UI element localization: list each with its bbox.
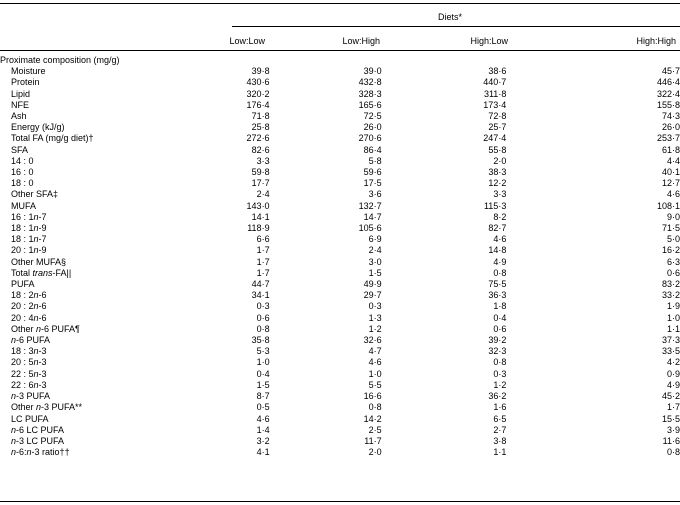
cell-value: 3·2 [256,435,270,446]
row-label: 22 : 6n-3 [11,379,47,390]
cell-value: 82·7 [488,223,507,234]
cell-value: 12·2 [488,178,507,189]
cell-value: 40·1 [661,167,680,178]
cell-value: 17·5 [363,178,382,189]
row-label: n-6:n-3 ratio†† [11,447,70,458]
cell-value: 2·5 [368,424,382,435]
cell-value: 12·7 [661,178,680,189]
row-label: Lipid [11,88,31,99]
table-row [0,402,680,413]
cell-value: 1·4 [256,424,270,435]
cell-value: 14·2 [363,413,382,424]
cell-value: 1·2 [368,323,382,334]
row-label: 20 : 4n-6 [11,312,47,323]
cell-value: 49·9 [363,279,382,290]
cell-value: 440·7 [483,77,507,88]
cell-value: 35·8 [251,335,270,346]
cell-value: 3·0 [368,256,382,267]
cell-value: 17·7 [251,178,270,189]
row-label: 20 : 2n-6 [11,301,47,312]
row-label: 18 : 0 [11,178,34,189]
cell-value: 0·8 [368,402,382,413]
table-row [0,133,680,144]
cell-value: 173·4 [483,99,507,110]
cell-value: 0·8 [666,447,680,458]
row-label: PUFA [11,279,35,290]
cell-value: 5·0 [666,234,680,245]
cell-value: 2·4 [368,245,382,256]
row-label: NFE [11,99,29,110]
cell-value: 4·1 [256,447,270,458]
cell-value: 105·6 [358,223,382,234]
cell-value: 82·6 [251,144,270,155]
table-row [0,145,680,156]
cell-value: 6·9 [368,234,382,245]
cell-value: 5·8 [368,155,382,166]
column-header-low-low: Low:Low [229,36,265,46]
cell-value: 4·7 [368,346,382,357]
cell-value: 0·8 [493,357,507,368]
cell-value: 29·7 [363,290,382,301]
cell-value: 55·8 [488,144,507,155]
table-row [0,436,680,447]
cell-value: 0·6 [493,323,507,334]
row-label: LC PUFA [11,413,49,424]
cell-value: 132·7 [358,200,382,211]
cell-value: 59·8 [251,167,270,178]
cell-value: 72·8 [488,111,507,122]
cell-value: 0·3 [368,301,382,312]
row-label: Ash [11,111,27,122]
cell-value: 253·7 [656,133,680,144]
cell-value: 430·6 [246,77,270,88]
cell-value: 4·4 [666,155,680,166]
cell-value: 272·6 [246,133,270,144]
cell-value: 38·3 [488,167,507,178]
cell-value: 33·2 [661,290,680,301]
table-row [0,425,680,436]
diets-rule [232,26,680,27]
cell-value: 1·0 [666,312,680,323]
cell-value: 37·3 [661,335,680,346]
cell-value: 0·3 [493,368,507,379]
diets-group-header: Diets* [437,12,462,22]
row-label: 16 : 0 [11,167,34,178]
cell-value: 4·6 [256,413,270,424]
column-header-high-low: High:Low [470,36,508,46]
table-row [0,89,680,100]
composition-table [0,55,680,458]
cell-value: 9·0 [666,211,680,222]
row-label: Protein [11,77,40,88]
cell-value: 3·6 [368,189,382,200]
cell-value: 4·2 [666,357,680,368]
header-rule [0,50,680,51]
cell-value: 2·7 [493,424,507,435]
cell-value: 14·7 [363,211,382,222]
cell-value: 270·6 [358,133,382,144]
table-row [0,324,680,335]
cell-value: 36·3 [488,290,507,301]
cell-value: 5·5 [368,379,382,390]
cell-value: 1·5 [368,267,382,278]
table-row [0,279,680,290]
cell-value: 2·0 [368,447,382,458]
table-row [0,212,680,223]
table-row [0,268,680,279]
cell-value: 83·2 [661,279,680,290]
cell-value: 75·5 [488,279,507,290]
table-row [0,346,680,357]
cell-value: 4·6 [493,234,507,245]
cell-value: 16·6 [363,391,382,402]
row-label: Energy (kJ/g) [11,122,65,133]
cell-value: 32·6 [363,335,382,346]
cell-value: 0·5 [256,402,270,413]
cell-value: 16·2 [661,245,680,256]
cell-value: 8·2 [493,211,507,222]
cell-value: 3·3 [256,155,270,166]
column-header-low-high: Low:High [342,36,380,46]
row-label: 18 : 1n-7 [11,234,47,245]
cell-value: 165·6 [358,99,382,110]
cell-value: 247·4 [483,133,507,144]
cell-value: 1·5 [256,379,270,390]
cell-value: 4·6 [368,357,382,368]
row-label: SFA [11,144,29,155]
table-row [0,77,680,88]
cell-value: 61·8 [661,144,680,155]
cell-value: 4·9 [493,256,507,267]
row-label: 16 : 1n-7 [11,211,47,222]
cell-value: 143·0 [246,200,270,211]
cell-value: 39·8 [251,66,270,77]
cell-value: 1·2 [493,379,507,390]
cell-value: 1·7 [256,245,270,256]
cell-value: 15·5 [661,413,680,424]
table-row [0,111,680,122]
cell-value: 118·9 [247,223,270,234]
row-label: Other n-3 PUFA** [11,402,83,413]
cell-value: 6·6 [256,234,270,245]
table-row [0,290,680,301]
cell-value: 72·5 [363,111,382,122]
cell-value: 322·4 [656,88,680,99]
table-row [0,245,680,256]
cell-value: 1·7 [256,267,270,278]
bottom-rule [0,501,680,502]
table-row [0,369,680,380]
cell-value: 3·8 [493,435,507,446]
cell-value: 0·8 [256,323,270,334]
table-row [0,234,680,245]
row-label: 22 : 5n-3 [11,368,47,379]
cell-value: 328·3 [358,88,382,99]
cell-value: 0·8 [493,267,507,278]
cell-value: 1·9 [666,301,680,312]
table-row [0,122,680,133]
table-row [0,335,680,346]
cell-value: 74·3 [661,111,680,122]
cell-value: 39·0 [363,66,382,77]
column-header-high-high: High:High [636,36,676,46]
cell-value: 5·3 [256,346,270,357]
cell-value: 86·4 [363,144,382,155]
cell-value: 1·7 [666,402,680,413]
row-label: 18 : 1n-9 [11,223,47,234]
cell-value: 38·6 [488,66,507,77]
cell-value: 8·7 [256,391,270,402]
table-row [0,301,680,312]
row-label: Total FA (mg/g diet)† [11,133,94,144]
row-label: 18 : 2n-6 [11,290,47,301]
cell-value: 0·6 [256,312,270,323]
row-label: n-3 LC PUFA [11,435,65,446]
cell-value: 4·9 [666,379,680,390]
cell-value: 1·8 [493,301,507,312]
cell-value: 176·4 [246,99,270,110]
cell-value: 36·2 [488,391,507,402]
cell-value: 0·9 [666,368,680,379]
cell-value: 33·5 [661,346,680,357]
cell-value: 1·1 [666,323,680,334]
cell-value: 446·4 [656,77,680,88]
cell-value: 0·6 [666,267,680,278]
cell-value: 32·3 [488,346,507,357]
cell-value: 14·1 [251,211,270,222]
cell-value: 45·2 [661,391,680,402]
table-row [0,257,680,268]
cell-value: 0·4 [256,368,270,379]
cell-value: 14·8 [488,245,507,256]
table-row [0,380,680,391]
row-label: n-6 LC PUFA [11,424,65,435]
table-row [0,201,680,212]
cell-value: 71·8 [251,111,270,122]
cell-value: 3·3 [493,189,507,200]
cell-value: 1·0 [368,368,382,379]
cell-value: 71·5 [661,223,680,234]
row-label: Other MUFA§ [11,256,67,267]
row-label: n-3 PUFA [11,391,51,402]
cell-value: 26·0 [363,122,382,133]
table-row [0,189,680,200]
table-row [0,357,680,368]
cell-value: 11·6 [662,435,680,446]
cell-value: 108·1 [656,200,680,211]
row-label: 14 : 0 [11,155,34,166]
row-label: 20 : 1n-9 [11,245,47,256]
section-title: Proximate composition (mg/g) [0,55,120,65]
top-rule [0,3,680,4]
cell-value: 1·6 [493,402,507,413]
table-row [0,178,680,189]
cell-value: 26·0 [661,122,680,133]
row-label: Moisture [11,66,46,77]
cell-value: 155·8 [656,99,680,110]
row-label: Total trans-FA|| [11,267,72,278]
cell-value: 1·7 [256,256,270,267]
table-row [0,313,680,324]
cell-value: 311·8 [483,88,507,99]
cell-value: 34·1 [251,290,270,301]
row-label: Other SFA‡ [11,189,59,200]
cell-value: 0·4 [493,312,507,323]
cell-value: 6·5 [493,413,507,424]
cell-value: 59·6 [363,167,382,178]
cell-value: 25·7 [488,122,507,133]
cell-value: 6·3 [666,256,680,267]
table-row [0,167,680,178]
cell-value: 39·2 [488,335,507,346]
cell-value: 115·3 [483,200,507,211]
cell-value: 2·0 [493,155,507,166]
row-label: MUFA [11,200,37,211]
table-row [0,447,680,458]
row-label: 20 : 5n-3 [11,357,47,368]
table-row [0,391,680,402]
cell-value: 1·3 [368,312,382,323]
table-row [0,156,680,167]
cell-value: 1·0 [256,357,270,368]
cell-value: 3·9 [666,424,680,435]
cell-value: 4·6 [666,189,680,200]
cell-value: 432·8 [358,77,382,88]
cell-value: 25·8 [251,122,270,133]
table-row [0,100,680,111]
cell-value: 320·2 [246,88,270,99]
cell-value: 0·3 [256,301,270,312]
row-label: Other n-6 PUFA¶ [11,323,80,334]
section-row [0,55,680,66]
table-row [0,223,680,234]
cell-value: 44·7 [251,279,270,290]
cell-value: 11·7 [364,435,382,446]
cell-value: 2·4 [256,189,270,200]
table-row [0,66,680,77]
row-label: n-6 PUFA [11,335,51,346]
cell-value: 45·7 [661,66,680,77]
table-row [0,414,680,425]
cell-value: 1·1 [493,447,507,458]
row-label: 18 : 3n-3 [11,346,47,357]
